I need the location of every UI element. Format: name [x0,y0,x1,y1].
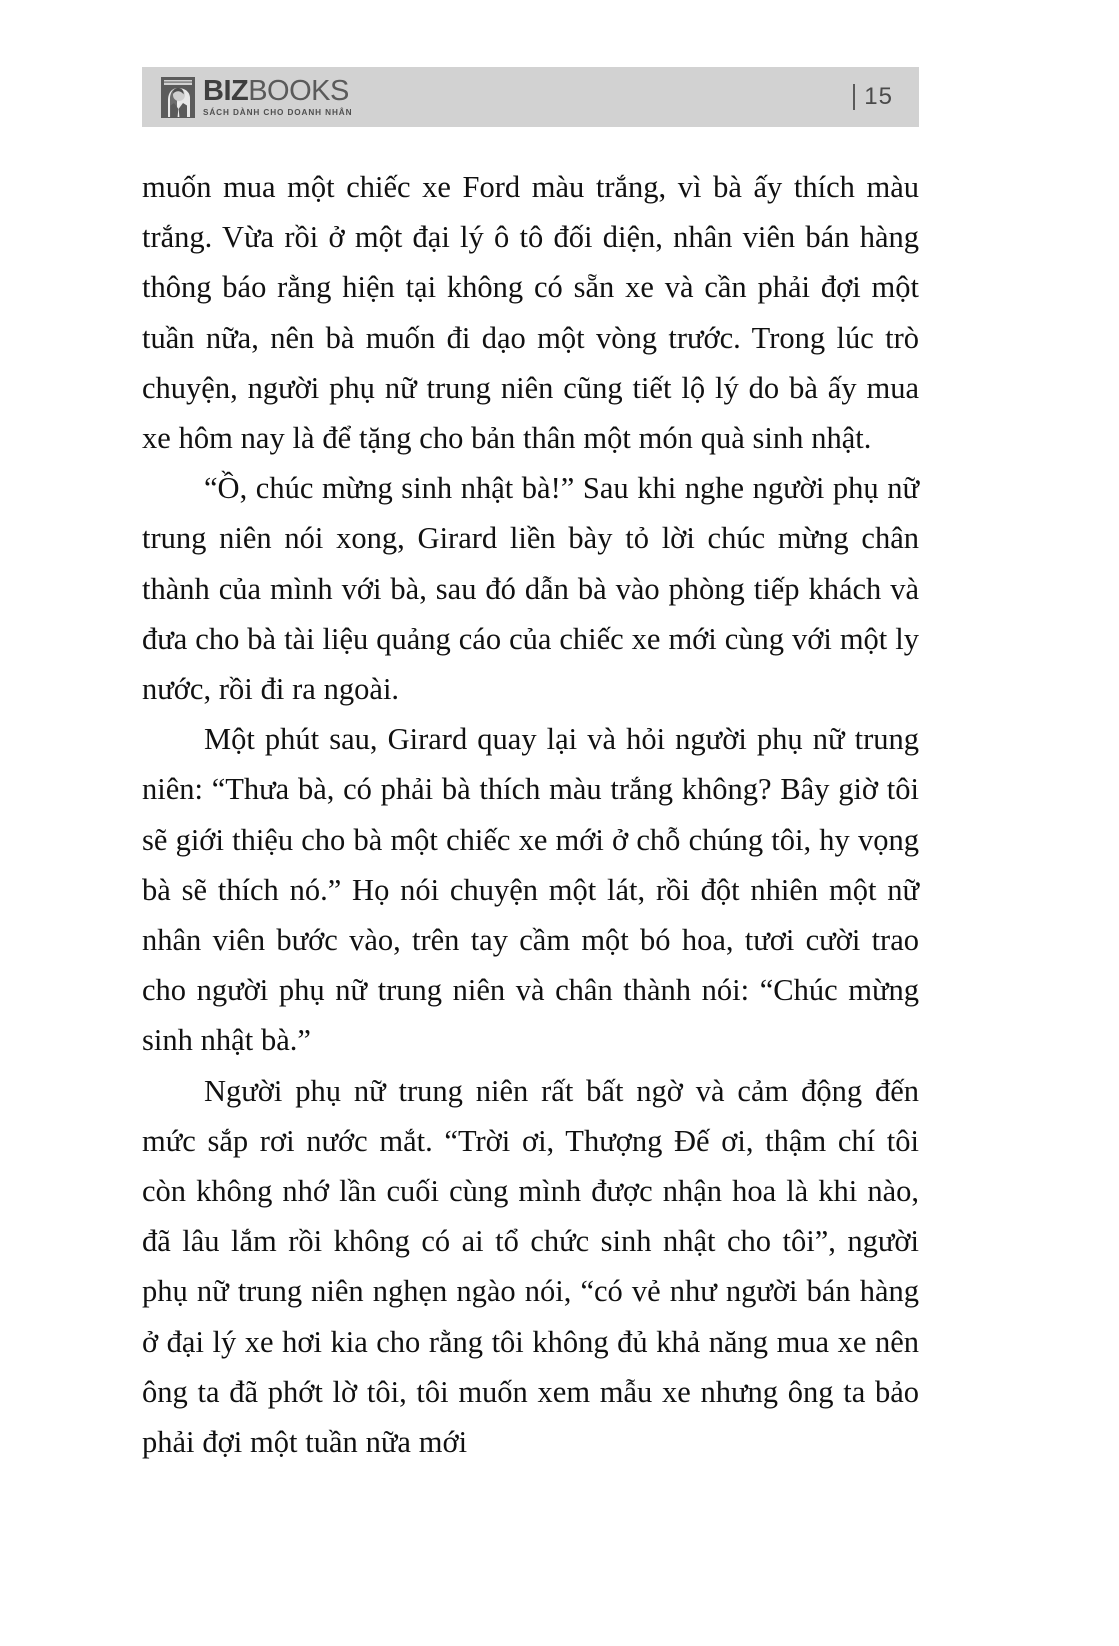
brand-text-block [203,74,353,118]
paragraph-1: muốn mua một chiếc xe Ford màu trắng, vì bà ấy thích màu trắng. Vừa rồi ở một đại lý ô tô đối diện, nhân viên bán hàng thông báo rằng hiện tại không có sẵn xe và cần phải đợi một tuần nữa, nên bà muốn đi dạo một vòng trước. Trong lúc trò chuyện, người phụ nữ trung niên cũng tiết lộ lý do bà ấy mua xe hôm nay là để tặng cho bản thân một món quà sinh nhật. [142,170,919,456]
paragraph-3: Một phút sau, Girard quay lại và hỏi người phụ nữ trung niên: “Thưa bà, có phải bà thích màu trắng không? Bây giờ tôi sẽ giới thiệu cho bà một chiếc xe mới ở chỗ chúng tôi, hy vọng bà sẽ thích nó.” Họ nói chuyện một lát, rồi đột nhiên một nữ nhân viên bước vào, trên tay cầm một bó hoa, tươi cười trao cho người phụ nữ trung niên và chân thành nói: “Chúc mừng sinh nhật bà.” [142,722,919,1058]
brand-name-second: BOOKS [248,74,349,107]
body-text-column [142,162,919,1467]
bizbooks-logo [160,76,352,119]
page-folio [853,83,897,111]
brand-name [203,74,352,107]
book-reader-icon [160,76,196,119]
brand-name-first: BIZ [203,74,249,107]
paragraph-2: “Ồ, chúc mừng sinh nhật bà!” Sau khi nghe người phụ nữ trung niên nói xong, Girard liền bày tỏ lời chúc mừng chân thành của mình với bà, sau đó dẫn bà vào phòng tiếp khách và đưa cho bà tài liệu quảng cáo của chiếc xe mới cùng với một ly nước, rồi đi ra ngoài. [142,471,919,707]
page-number: 15 [864,83,893,110]
running-header [142,67,919,127]
paragraph-4: Người phụ nữ trung niên rất bất ngờ và cảm động đến mức sắp rơi nước mắt. “Trời ơi, Thượng Đế ơi, thậm chí tôi còn không nhớ lần cuối cùng mình được nhận hoa là khi nào, đã lâu lắm rồi không có ai tổ chức sinh nhật cho tôi”, người phụ nữ trung niên nghẹn ngào nói, “có vẻ như người bán hàng ở đại lý xe hơi kia cho rằng tôi không đủ khả năng mua xe nên ông ta đã phớt lờ tôi, tôi muốn xem mẫu xe nhưng ông ta bảo phải đợi một tuần nữa mới [142,1073,919,1460]
brand-tagline: SÁCH DÀNH CHO DOANH NHÂN [203,108,353,118]
folio-divider [853,84,855,110]
